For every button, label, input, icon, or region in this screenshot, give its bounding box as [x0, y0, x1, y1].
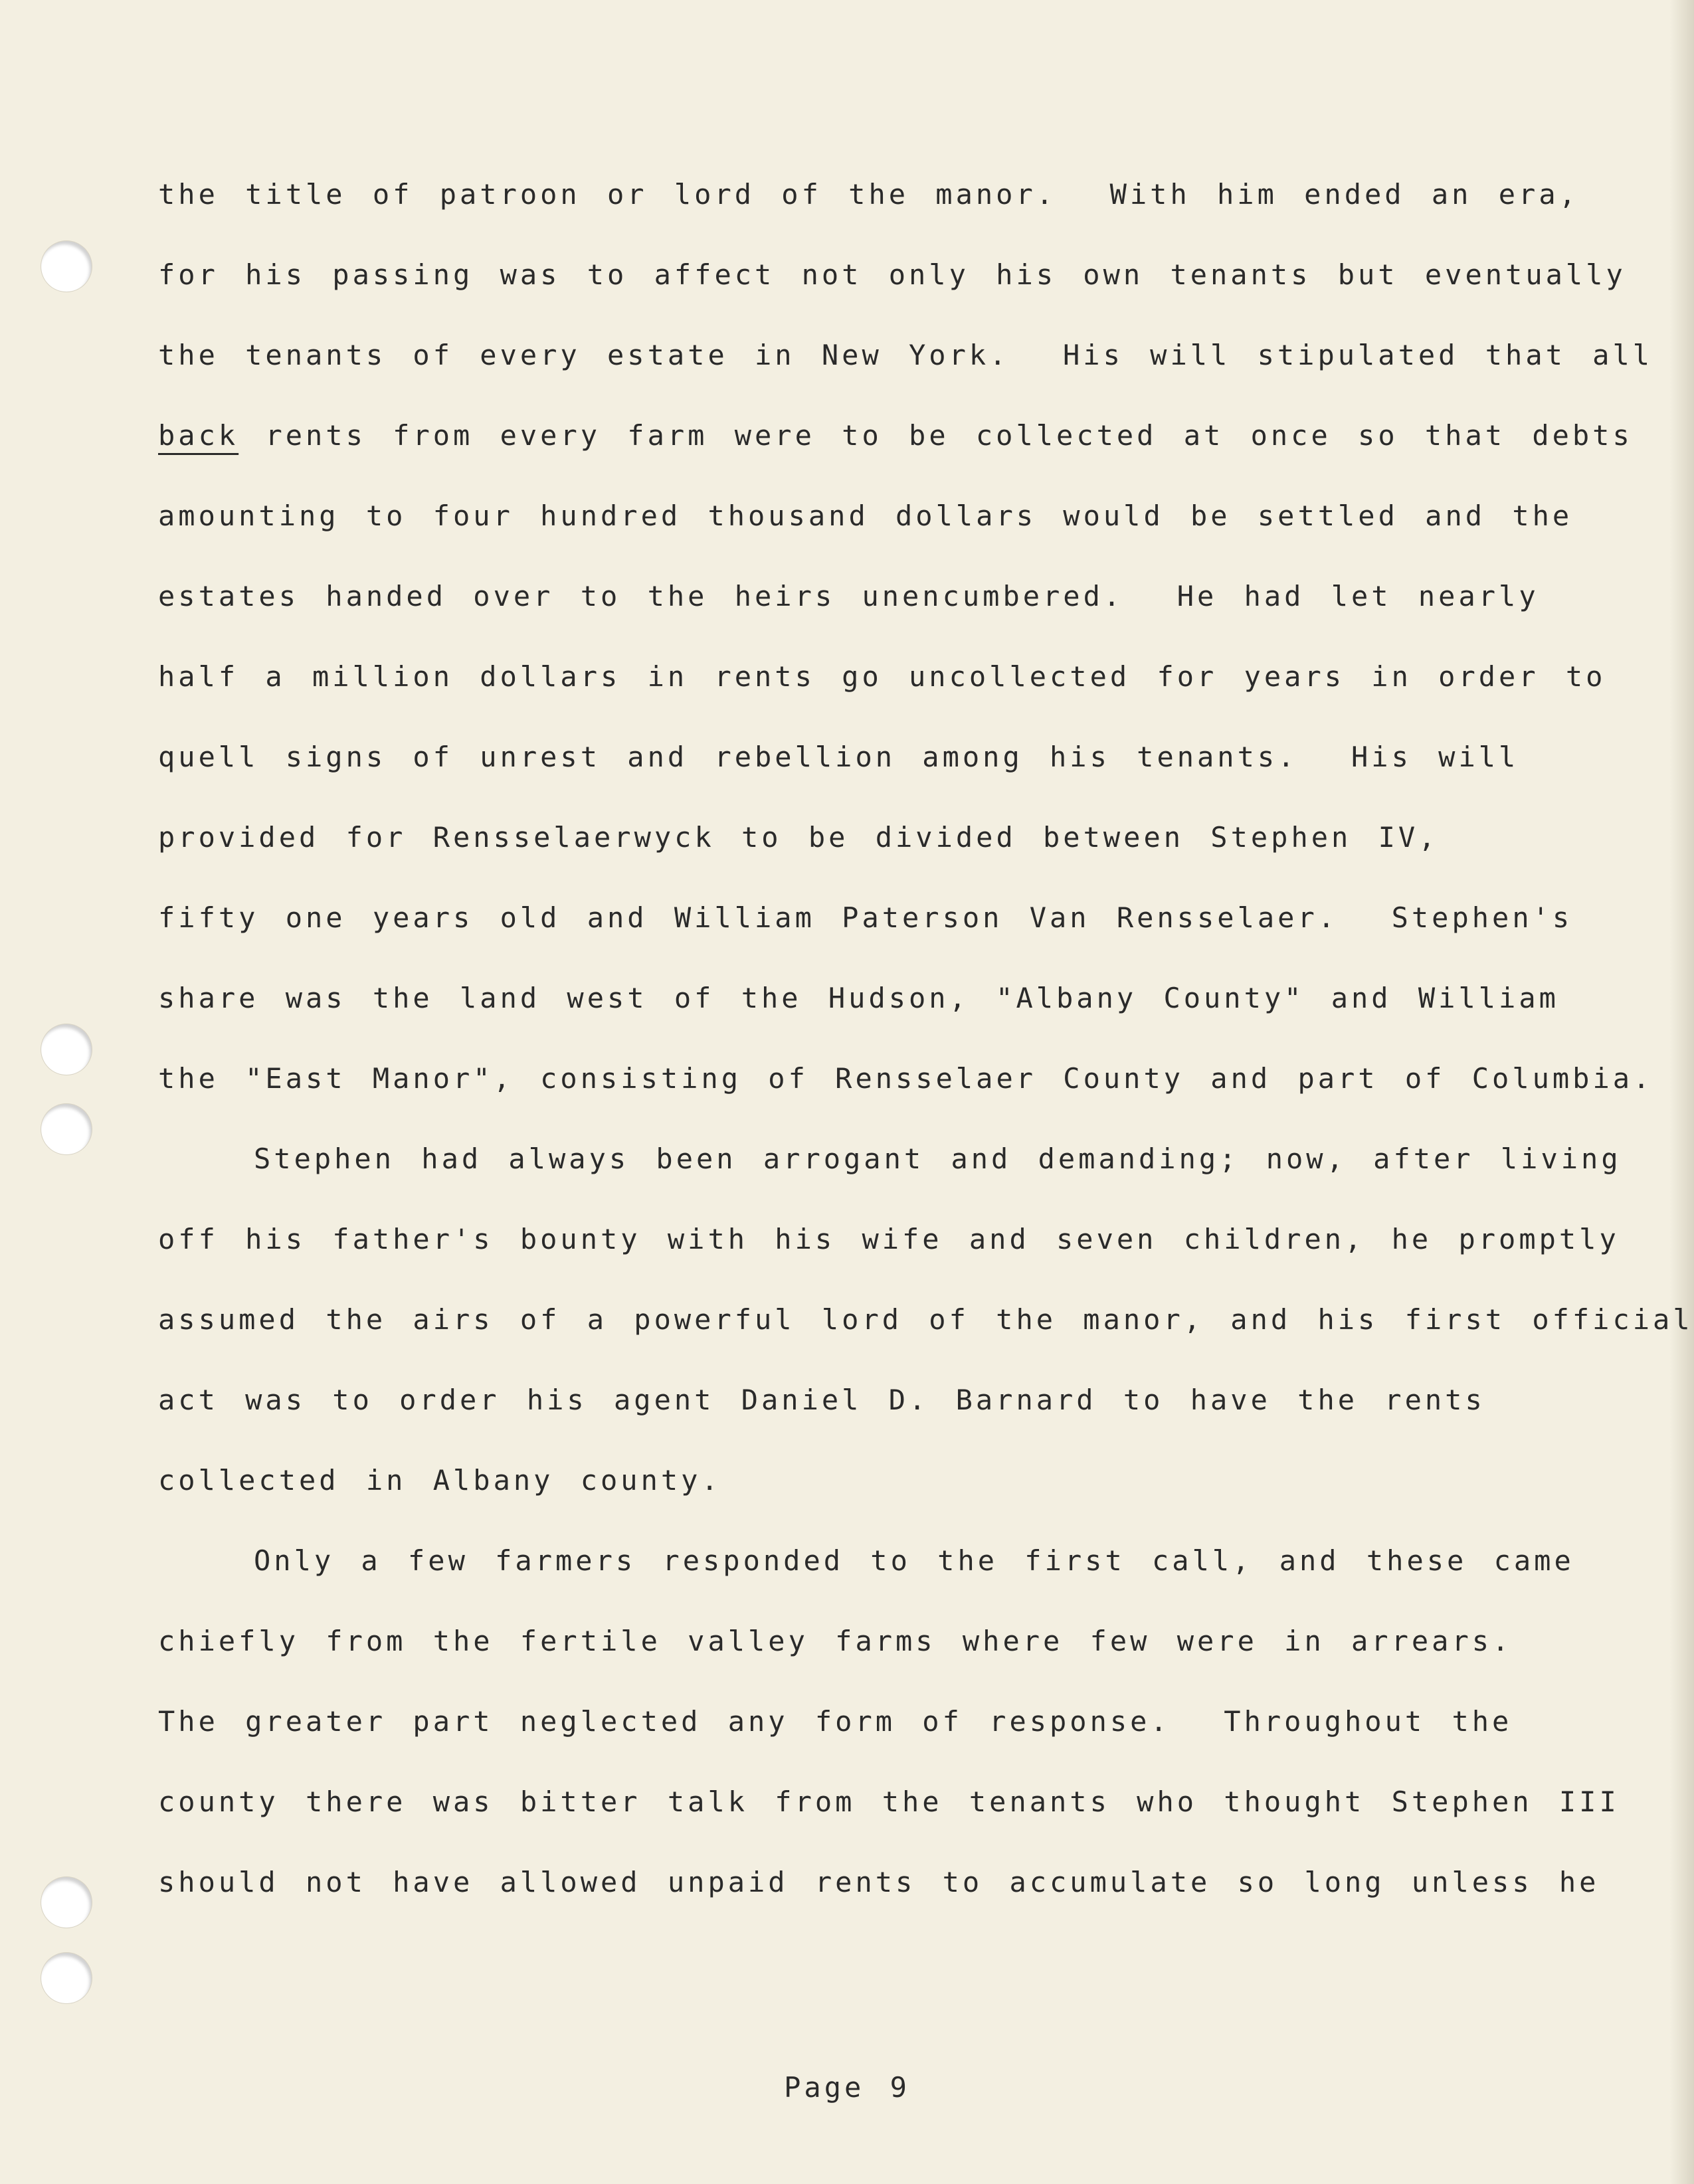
paragraph-start-line: Only a few farmers responded to the first call, and these came [254, 1544, 1574, 1577]
text-line: county there was bitter talk from the tenants who thought Stephen III [158, 1785, 1620, 1818]
text-line: the "East Manor", consisting of Rensselaer County and part of Columbia. [158, 1062, 1653, 1095]
text-line: half a million dollars in rents go uncollected for years in order to [158, 660, 1606, 693]
punch-hole [41, 1953, 92, 2003]
text-line: chiefly from the fertile valley farms where few were in arrears. [158, 1625, 1513, 1657]
text-line: the tenants of every estate in New York. His will stipulated that all [158, 339, 1653, 371]
text-line: for his passing was to affect not only his own tenants but eventually [158, 258, 1626, 291]
text-line: provided for Rensselaerwyck to be divided between Stephen IV, [158, 821, 1439, 854]
punch-hole [41, 1877, 92, 1928]
text-line: estates handed over to the heirs unencumbered. He had let nearly [158, 580, 1539, 612]
text-line [158, 419, 1633, 452]
text-line: collected in Albany county. [158, 1464, 721, 1497]
text-line: act was to order his agent Daniel D. Barnard to have the rents [158, 1384, 1485, 1416]
underlined-word: back [158, 419, 239, 452]
text-line: The greater part neglected any form of response. Throughout the [158, 1705, 1513, 1738]
text-line: share was the land west of the Hudson, "Albany County" and William [158, 982, 1559, 1014]
text-line: the title of patroon or lord of the manor. With him ended an era, [158, 178, 1579, 211]
text-span: rents from every farm were to be collected at once so that debts [238, 419, 1633, 452]
page-edge-shadow [1670, 0, 1694, 2184]
paragraph-start-line: Stephen had always been arrogant and demanding; now, after living [254, 1142, 1622, 1175]
text-line: fifty one years old and William Paterson Van Rensselaer. Stephen's [158, 901, 1573, 934]
text-line: quell signs of unrest and rebellion among his tenants. His will [158, 741, 1519, 773]
page-number: Page 9 [784, 2071, 910, 2104]
text-line: amounting to four hundred thousand dollars would be settled and the [158, 500, 1573, 532]
text-line: should not have allowed unpaid rents to accumulate so long unless he [158, 1866, 1600, 1898]
punch-hole [41, 241, 92, 292]
punch-hole [41, 1024, 92, 1075]
text-line: off his father's bounty with his wife and seven children, he promptly [158, 1223, 1620, 1255]
text-line: assumed the airs of a powerful lord of the manor, and his first official [158, 1303, 1693, 1336]
punch-hole [41, 1104, 92, 1154]
